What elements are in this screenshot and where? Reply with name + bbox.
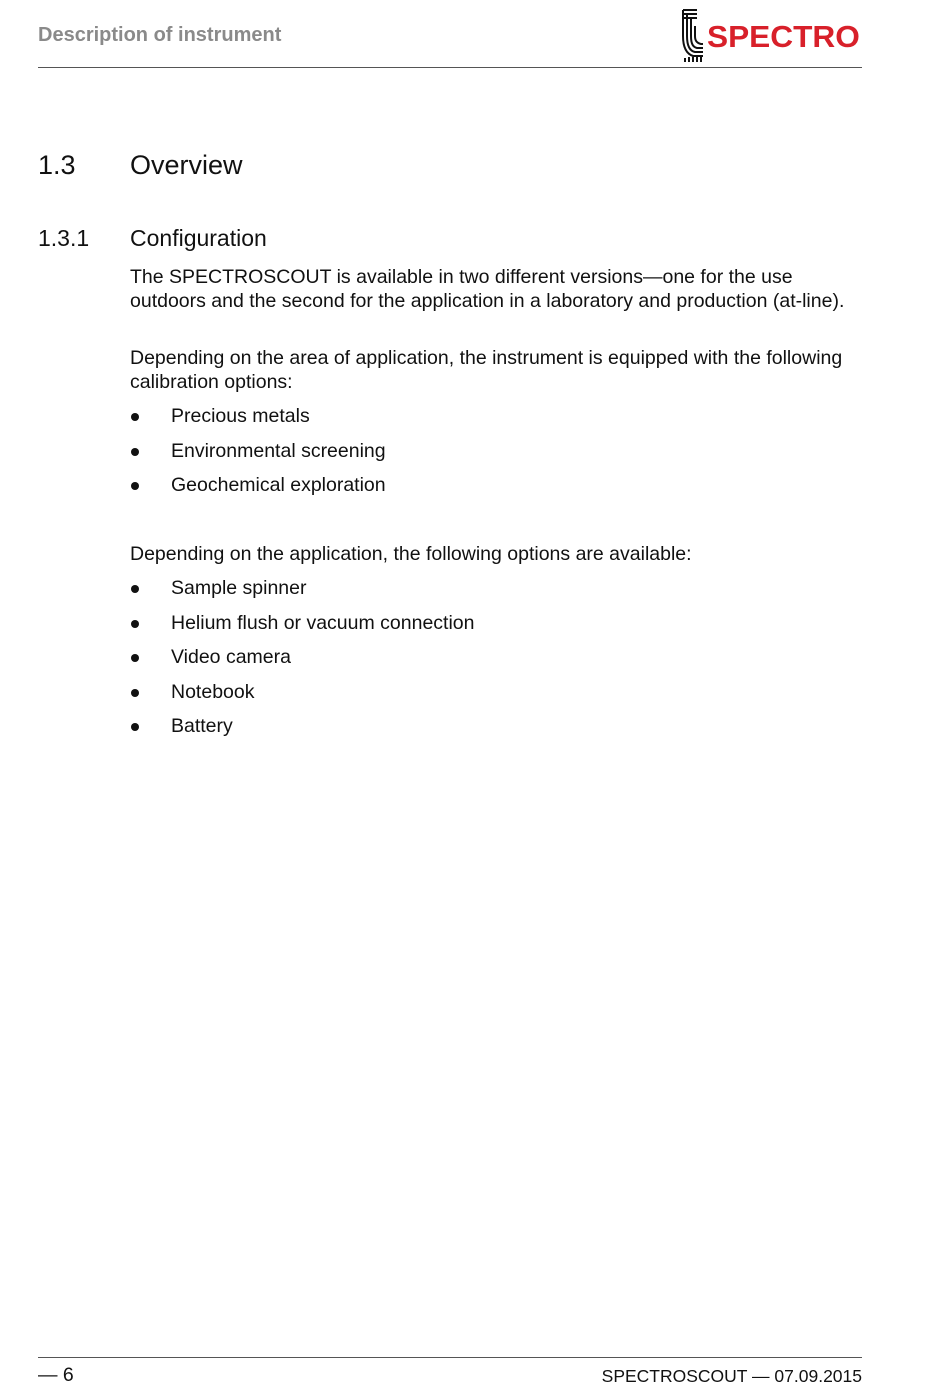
calibration-options-list	[130, 404, 830, 508]
running-header-title: Description of instrument	[38, 24, 282, 46]
list-item	[130, 645, 830, 680]
spectro-logo-text: SPECTRO	[707, 19, 860, 54]
list-item	[130, 473, 830, 508]
list-item-text: Video camera	[171, 646, 291, 668]
list-item	[130, 576, 830, 611]
list-item-text: Sample spinner	[171, 577, 307, 599]
subsection-number: 1.3.1	[38, 225, 90, 251]
list-item	[130, 714, 830, 749]
bullet-icon	[131, 413, 139, 421]
list-item-text: Precious metals	[171, 405, 310, 427]
section-title: Overview	[130, 150, 243, 180]
list-item	[130, 439, 830, 474]
footer-divider	[38, 1357, 862, 1358]
spectro-logo-mark-icon	[679, 8, 705, 62]
page-number: — 6	[38, 1364, 74, 1386]
intro-paragraph: The SPECTROSCOUT is available in two different versions—one for the use outdoors and the second for the application in a laboratory and production (at-line).	[130, 266, 845, 312]
calibration-intro-paragraph: Depending on the area of application, the instrument is equipped with the following calibration options:	[130, 347, 843, 393]
bullet-icon	[131, 585, 139, 593]
list-item-text: Geochemical exploration	[171, 474, 386, 496]
subsection-title: Configuration	[130, 225, 267, 251]
options-intro-paragraph: Depending on the application, the following options are available:	[130, 543, 692, 565]
list-item	[130, 611, 830, 646]
bullet-icon	[131, 654, 139, 662]
header-divider	[38, 67, 862, 68]
list-item-text: Notebook	[171, 680, 255, 703]
list-item-text: Helium flush or vacuum connection	[171, 611, 475, 634]
list-item	[130, 404, 830, 439]
list-item-text: Battery	[171, 715, 233, 737]
available-options-list	[130, 576, 830, 749]
bullet-icon	[131, 723, 139, 731]
footer-document-info: SPECTROSCOUT — 07.09.2015	[601, 1366, 862, 1386]
spectro-logo	[679, 8, 864, 62]
list-item	[130, 680, 830, 715]
bullet-icon	[131, 448, 139, 456]
section-number: 1.3	[38, 150, 76, 180]
bullet-icon	[131, 482, 139, 490]
list-item-text: Environmental screening	[171, 439, 386, 462]
bullet-icon	[131, 620, 139, 628]
bullet-icon	[131, 689, 139, 697]
